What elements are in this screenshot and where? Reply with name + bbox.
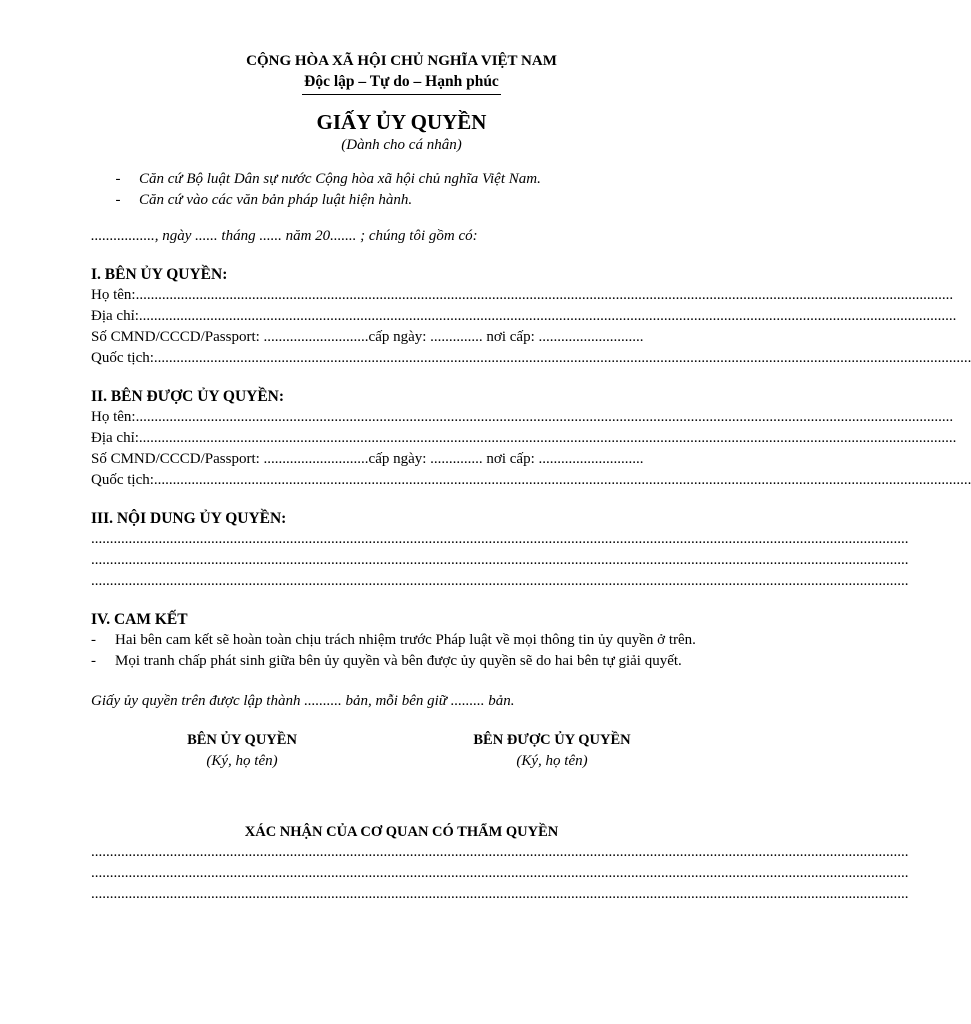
field-label: Quốc tịch:	[91, 350, 154, 366]
signature-hint: (Ký, họ tên)	[206, 753, 278, 769]
legal-bases	[91, 169, 712, 211]
motto-text: Độc lập – Tự do – Hạnh phúc	[302, 71, 501, 95]
field-label: Địa chỉ:	[91, 308, 139, 324]
section-principal-heading: I. BÊN ỦY QUYỀN:	[91, 266, 228, 283]
bullet-dash: -	[91, 632, 96, 648]
document-page	[91, 40, 971, 905]
field-dots: ..........................................................................................................................................................................................................................	[135, 287, 954, 303]
document-subtitle: (Dành cho cá nhân)	[341, 137, 462, 153]
commitment-list	[91, 630, 712, 672]
field-label: Địa chỉ:	[91, 430, 139, 446]
agent-id-field: Số CMND/CCCD/Passport: ............................cấp ngày: .............. nơi cấp: ............................	[91, 451, 644, 467]
content-blank-line: ..........................................................................................................................................................................................................................	[91, 531, 909, 547]
content-blank-line: ..........................................................................................................................................................................................................................	[91, 552, 909, 568]
agent-address-field	[91, 428, 957, 449]
authority-confirmation-heading: XÁC NHẬN CỦA CƠ QUAN CÓ THẨM QUYỀN	[244, 824, 559, 840]
legal-basis-item	[91, 190, 712, 211]
field-dots: ..........................................................................................................................................................................................................................	[138, 308, 957, 324]
national-motto	[91, 71, 712, 95]
national-title: CỘNG HÒA XÃ HỘI CHỦ NGHĨA VIỆT NAM	[246, 53, 557, 69]
commitment-item	[91, 630, 712, 651]
section-commitment-heading: IV. CAM KẾT	[91, 611, 188, 628]
section-content-heading: III. NỘI DUNG ỦY QUYỀN:	[91, 510, 287, 527]
field-label: Họ tên:	[91, 287, 136, 303]
field-dots: ..........................................................................................................................................................................................................................	[138, 430, 957, 446]
confirmation-blank-line: ..........................................................................................................................................................................................................................	[91, 844, 909, 860]
legal-basis-text: Căn cứ Bộ luật Dân sự nước Cộng hòa xã hội chủ nghĩa Việt Nam.	[139, 171, 541, 187]
bullet-dash: -	[91, 653, 96, 669]
principal-id-field: Số CMND/CCCD/Passport: ............................cấp ngày: .............. nơi cấp: ............................	[91, 329, 644, 345]
date-line: ................., ngày ...... tháng ...... năm 20....... ; chúng tôi gồm có:	[91, 228, 478, 244]
commitment-text: Hai bên cam kết sẽ hoàn toàn chịu trách nhiệm trước Pháp luật về mọi thông tin ủy quyền ở trên.	[115, 632, 696, 648]
field-label: Quốc tịch:	[91, 472, 154, 488]
field-dots: ..........................................................................................................................................................................................................................	[135, 409, 954, 425]
signature-role: BÊN ỦY QUYỀN	[187, 732, 297, 748]
signature-hint: (Ký, họ tên)	[516, 753, 588, 769]
signature-block	[91, 730, 712, 772]
agent-name-field	[91, 407, 954, 428]
field-dots: ..........................................................................................................................................................................................................................	[153, 472, 971, 488]
confirmation-blank-line: ..........................................................................................................................................................................................................................	[91, 865, 909, 881]
commitment-text: Mọi tranh chấp phát sinh giữa bên ủy quyền và bên được ủy quyền sẽ do hai bên tự giải quyết.	[115, 653, 682, 669]
document-title: GIẤY ỦY QUYỀN	[316, 110, 487, 134]
confirmation-blank-line: ..........................................................................................................................................................................................................................	[91, 886, 909, 902]
field-label: Họ tên:	[91, 409, 136, 425]
principal-nationality-field	[91, 348, 971, 369]
field-dots: ..........................................................................................................................................................................................................................	[153, 350, 971, 366]
section-agent-heading: II. BÊN ĐƯỢC ỦY QUYỀN:	[91, 388, 285, 405]
content-blank-line: ..........................................................................................................................................................................................................................	[91, 573, 909, 589]
principal-signature	[87, 730, 397, 772]
principal-name-field	[91, 285, 954, 306]
bullet-dash: -	[115, 171, 121, 187]
agent-nationality-field	[91, 470, 971, 491]
copies-line: Giấy ủy quyền trên được lập thành .......... bản, mỗi bên giữ ......... bản.	[91, 693, 515, 709]
agent-signature	[397, 730, 707, 772]
principal-address-field	[91, 306, 957, 327]
commitment-item	[91, 651, 712, 672]
signature-role: BÊN ĐƯỢC ỦY QUYỀN	[473, 732, 631, 748]
bullet-dash: -	[115, 192, 121, 208]
legal-basis-item	[91, 169, 712, 190]
legal-basis-text: Căn cứ vào các văn bản pháp luật hiện hành.	[139, 192, 413, 208]
